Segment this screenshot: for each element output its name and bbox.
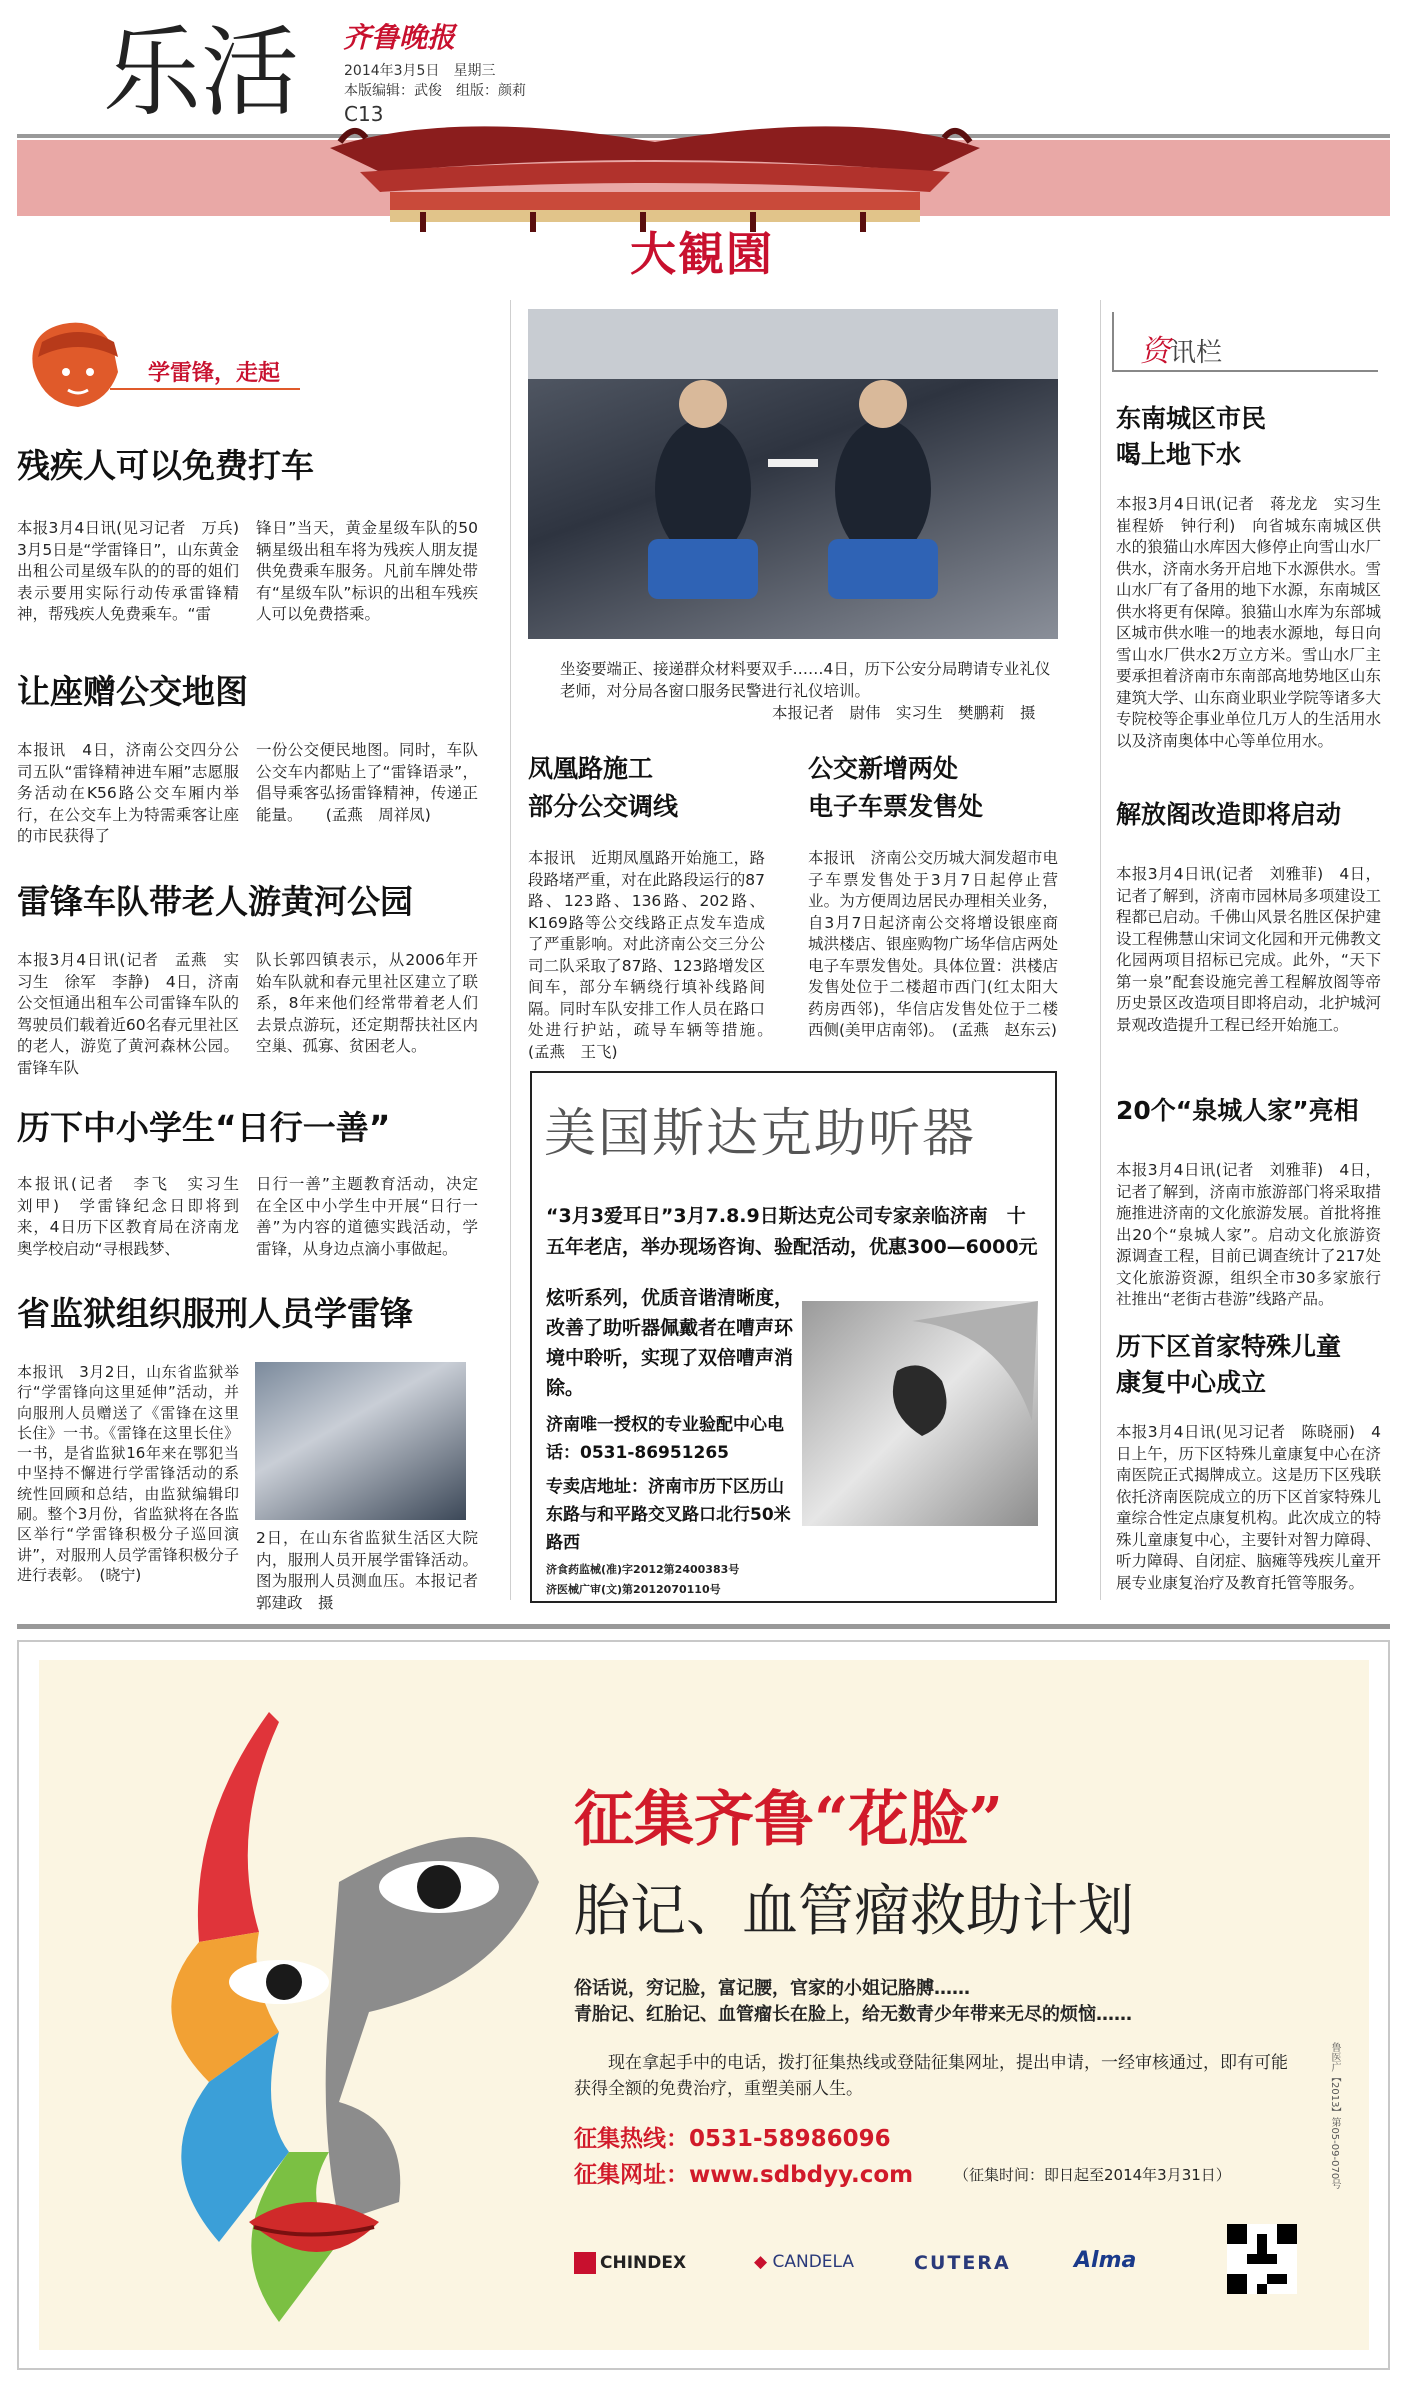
news-title: 东南城区市民	[1116, 404, 1267, 433]
news-column-header-big: 资	[1140, 334, 1170, 369]
article-title: 省监狱组织服刑人员学雷锋	[17, 1294, 413, 1333]
ad-title-red: 征集齐鲁“花脸”	[574, 1785, 1004, 1855]
news-column-header	[1140, 326, 1222, 370]
news-title: 20个“泉城人家”亮相	[1116, 1096, 1359, 1125]
news-body: 本报3月4日讯(记者 刘雅菲) 4日，记者了解到，济南市园林局多项建设工程都已启动。千佛山风景名胜区保护建设工程佛慧山宋词文化园和开元佛教文化园两项目招标已完成。此外，“天下第一泉”配套设施完善工程解放阁等帝历史景区改造项目即将启动，北护城河景观改造提升工程已经开始施工。	[1116, 865, 1381, 1034]
article-body: 本报讯 近期凤凰路开始施工，路段路堵严重，对在此路段运行的87路、123路、136路、202路、K169路等公交线路正点发车造成了严重影响。对此济南公交三分公司二队采取了87路、123路增发区间车，部分车辆绕行填补线路间隔。同时车队安排工作人员在路口处进行护站，疏导车辆等措施。 (孟燕 王飞)	[528, 849, 812, 1061]
ad-license: 济医械广审(文)第2012070110号	[546, 1583, 721, 1596]
ad-license: 济食药监械(准)字2012第2400383号	[546, 1563, 740, 1576]
ad-period: （征集时间：即日起至2014年3月31日）	[954, 2166, 1231, 2184]
ad-top-rule	[17, 1624, 1390, 1629]
article-title: 让座赠公交地图	[17, 672, 248, 711]
lei-feng-portrait-icon	[18, 312, 138, 412]
photo-credit: 本报记者 尉伟 实习生 樊鹏莉 摄	[772, 704, 1036, 722]
article-body: 日行一善”主题教育活动，决定在全区中小学生中开展“日行一善”为内容的道德实践活动，学雷锋，从身边点滴小事做起。	[256, 1175, 478, 1258]
news-title: 解放阁改造即将启动	[1116, 800, 1342, 829]
ad-paragraph: 现在拿起手中的电话，拨打征集热线或登陆征集网址，提出申请，一经审核通过，即有可能获得全额的免费治疗，重塑美丽人生。	[574, 2053, 1288, 2099]
article-body: 本报讯 济南公交历城大洞发超市电子车票发售处于3月7日起停止营业。为方便周边居民办理相关业务，自3月7日起济南公交将增设银座商城洪楼店、银座购物广场华信店两处电子车票发售处。具体位置：洪楼店发售处位于二楼超市西门(红太阳大药房西邻)，华信店发售处位于二楼西侧(美甲店南邻)。 (孟燕 赵东云)	[808, 849, 1058, 1039]
news-title: 历下区首家特殊儿童	[1116, 1332, 1342, 1361]
qr-code-icon	[1227, 2224, 1297, 2294]
ad-title-black: 胎记、血管瘤救助计划	[574, 1879, 1134, 1944]
ad-body: 炫听系列，优质音谐清晰度，改善了助听器佩戴者在嘈声环境中聆听，实现了双倍嘈声消除。	[546, 1287, 794, 1399]
news-title: 喝上地下水	[1116, 440, 1242, 469]
ad-hotline: 征集热线：0531-58986096	[574, 2126, 891, 2152]
article-title: 雷锋车队带老人游黄河公园	[17, 882, 413, 921]
article-body: 本报讯(记者 李飞 实习生 刘甲) 学雷锋纪念日即将到来，4日历下区教育局在济南龙奥学校启动“寻根践梦、	[17, 1175, 255, 1258]
article-title: 公交新增两处	[808, 754, 959, 783]
banner-label: 学雷锋，走起	[148, 361, 281, 386]
article-title: 历下中小学生“日行一善”	[17, 1108, 391, 1147]
ad-address: 专卖店地址：济南市历下区历山东路与和平路交叉路口北行50米路西	[546, 1477, 791, 1553]
cutera-logo: CUTERA	[914, 2252, 1011, 2274]
article-title: 凤凰路施工	[528, 754, 654, 783]
ad-logo-row	[574, 2244, 1214, 2290]
ad-side-text: 鲁医广【2013】第05-09-070号	[1329, 2042, 1340, 2190]
article-title: 电子车票发售处	[808, 792, 984, 821]
ad-line: 青胎记、红胎记、血管瘤长在脸上，给无数青少年带来无尽的烦恼……	[574, 2004, 1132, 2025]
photo-figures-icon	[528, 309, 1058, 639]
banner-underline	[110, 388, 300, 390]
news-body: 本报3月4日讯(见习记者 陈晓丽) 4日上午，历下区特殊儿童康复中心在济南医院正式揭牌成立。这是历下区残联依托济南医院成立的历下区首家特殊儿童综合性定点康复机构。此次成立的特殊儿童康复中心，主要针对智力障碍、听力障碍、自闭症、脑瘫等残疾儿童开展专业康复治疗及教育托管等服务。	[1116, 1423, 1381, 1592]
ad-website: 征集网址：www.sdbdyy.com	[574, 2162, 914, 2188]
prison-activity-photo	[255, 1362, 466, 1520]
column-divider	[510, 300, 511, 1600]
ad-headline: “3月3爱耳日”3月7.8.9日斯达克公司专家亲临济南 十五年老店，举办现场咨询、验配活动，优惠300—6000元	[546, 1205, 1038, 1258]
paper-name: 齐鲁晚报	[343, 21, 456, 54]
chindex-text: CHINDEX	[600, 2253, 687, 2273]
article-title: 部分公交调线	[528, 792, 679, 821]
ad-phone: 济南唯一授权的专业验配中心电话：0531-86951265	[546, 1415, 784, 1463]
news-column-header-rest: 讯栏	[1170, 338, 1223, 368]
hearing-aid-icon	[802, 1301, 1038, 1526]
article-body: 本报讯 4日，济南公交四分公司五队“雷锋精神进车厢”志愿服务活动在K56路公交车厢内举行，在公交车上为特需乘客让座的市民获得了	[17, 741, 239, 845]
page-number: C13	[344, 102, 384, 126]
ad-brand: 美国斯达克助听器	[544, 1104, 977, 1164]
article-body: 本报讯 3月2日，山东省监狱举行“学雷锋向这里延伸”活动，并向服刑人员赠送了《雷锋在这里长住》一书。《雷锋在这里长住》一书，是省监狱16年来在鄂犯当中坚持不懈进行学雷锋活动的系统性回顾和总结，由监狱编辑印刷。整个3月份，省监狱将在各监区举行“学雷锋积极分子巡回演讲”，对服刑人员学雷锋积极分子进行表彰。 (晓宁)	[17, 1363, 239, 1584]
column-title: 大観園	[630, 227, 774, 281]
column-divider	[1100, 300, 1101, 1600]
article-body: 本报3月4日讯(见习记者 万兵) 3月5日是“学雷锋日”，山东黄金出租公司星级车队的的哥的姐们表示要用实际行动传承雷锋精神，帮残疾人免费乘车。“雷	[17, 519, 255, 623]
page-editors: 本版编辑：武俊 组版：颜莉	[344, 83, 526, 99]
section-title: 乐活	[103, 16, 300, 130]
hearing-aid-photo	[802, 1301, 1038, 1526]
issue-date: 2014年3月5日 星期三	[344, 63, 496, 79]
news-body: 本报3月4日讯(记者 刘雅菲) 4日，记者了解到，济南市旅游部门将采取措施推进济南的文化旅游发展。首批将推出20个“泉城人家”。启动文化旅游资源调查工程，目前已调查统计了217处文化旅游资源，组织全市30多家旅行社推出“老街古巷游”线路产品。	[1116, 1161, 1381, 1308]
news-body: 本报3月4日讯(记者 蒋龙龙 实习生 崔程娇 钟行利) 向省城东南城区供水的狼猫山水库因大修停止向雪山水厂供水，济南水务开启地下水源供水。雪山水厂有了备用的地下水源，东南城区供水将更有保障。狼猫山水库为东部城区城市供水唯一的地表水源地，每日向雪山水厂供水2万立方米。雪山水厂主要承担着济南市东南部高地势地区山东建筑大学、山东商业职业学院等诸多大专院校等企事业单位几万人的生活用水以及济南奥体中心等单位用水。	[1116, 495, 1397, 750]
photo-caption: 2日，在山东省监狱生活区大院内，服刑人员开展学雷锋活动。图为服刑人员测血压。本报记者 郭建政 摄	[256, 1529, 494, 1612]
candela-logo	[754, 2252, 854, 2272]
news-title: 康复中心成立	[1116, 1368, 1267, 1397]
painted-face-icon	[79, 1682, 559, 2342]
alma-logo: Alma	[1074, 2248, 1137, 2273]
article-body: 锋日”当天，黄金星级车队的50辆星级出租车将为残疾人朋友提供免费乘车服务。凡前车牌处带有“星级车队”标识的出租车残疾人可以免费搭乘。	[256, 519, 478, 623]
article-body: 本报3月4日讯(记者 孟燕 实习生 徐军 李静) 4日，济南公交恒通出租车公司雷锋车队的驾驶员们载着近60名春元里社区的老人，游览了黄河森林公园。雷锋车队	[17, 951, 239, 1077]
ad-line: 俗话说，穷记脸，富记腰，官家的小姐记胳膊……	[574, 1978, 970, 1999]
article-body: 一份公交便民地图。同时，车队公交车内都贴上了“雷锋语录”，倡导乘客弘扬雷锋精神，传递正能量。 (孟燕 周祥凤)	[256, 741, 478, 824]
hearing-aid-ad	[530, 1071, 1057, 1603]
candela-text: CANDELA	[772, 2252, 855, 2272]
police-etiquette-photo	[528, 309, 1058, 639]
article-body: 队长郭四镇表示，从2006年开始车队就和春元里社区建立了联系，8年来他们经常带着老人们去景点游玩，还定期帮扶社区内空巢、孤寡、贫困老人。	[256, 951, 478, 1055]
photo-caption: 坐姿要端正、接递群众材料要双手……4日，历下公安分局聘请专业礼仪老师，对分局各窗口服务民警进行礼仪培训。	[560, 660, 1051, 700]
birthmark-ad	[17, 1640, 1390, 2370]
article-title: 残疾人可以免费打车	[17, 446, 314, 485]
candela-drop-icon: ◆	[754, 2252, 768, 2272]
chindex-logo	[574, 2252, 686, 2274]
chindex-mark-icon	[574, 2252, 596, 2274]
